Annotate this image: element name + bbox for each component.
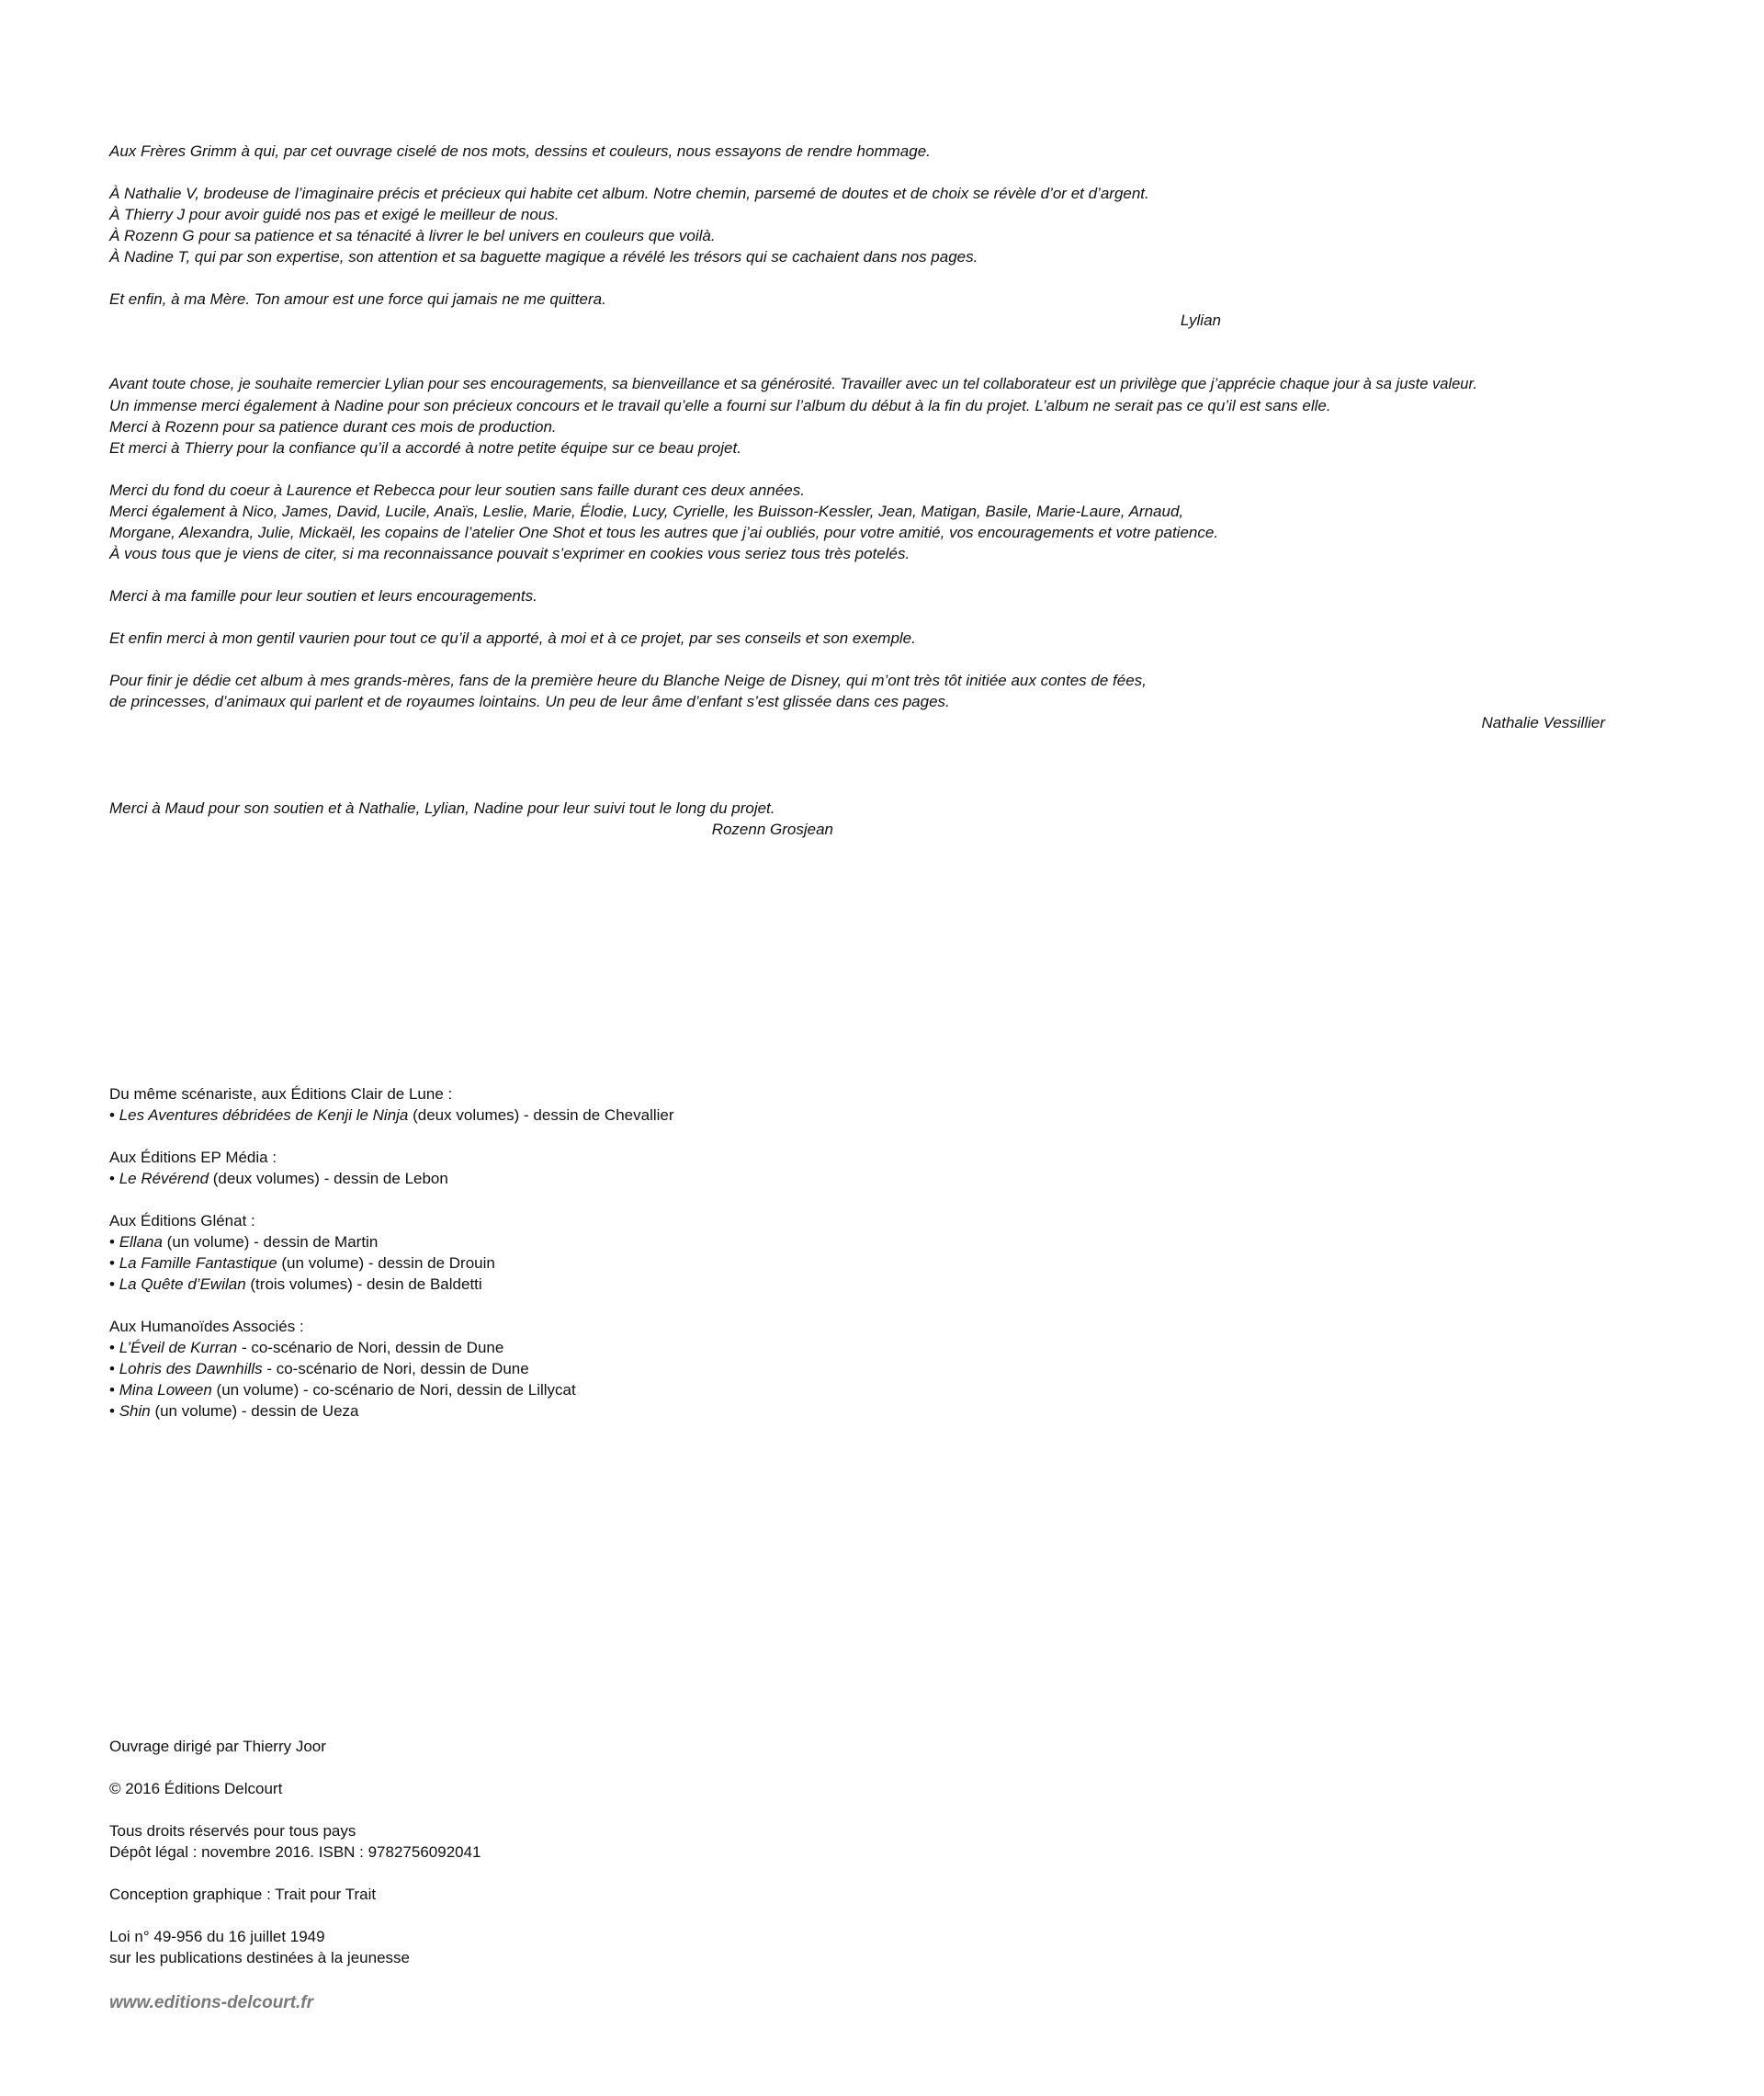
dedication-line: Merci également à Nico, James, David, Lucile, Anaïs, Leslie, Marie, Élodie, Lucy, Cyrielle, les Buisson-Kessler, Jean, Matigan, Basile, Marie-Laure, Arnaud, bbox=[109, 503, 1184, 520]
book-title: Le Révérend bbox=[119, 1170, 209, 1187]
dedication-line: À Thierry J pour avoir guidé nos pas et exigé le meilleur de nous. bbox=[109, 206, 560, 223]
dedication-line: Et enfin merci à mon gentil vaurien pour tout ce qu’il a apporté, à moi et à ce projet, par ses conseils et son exemple. bbox=[109, 629, 916, 647]
dedication-line: Merci à ma famille pour leur soutien et leurs encouragements. bbox=[109, 587, 537, 605]
bibliography-heading: Aux Éditions EP Média : bbox=[109, 1149, 277, 1166]
legal-deposit: Dépôt légal : novembre 2016. ISBN : 9782756092041 bbox=[109, 1843, 481, 1861]
bibliography-item: • Le Révérend (deux volumes) - dessin de Lebon bbox=[109, 1170, 448, 1187]
book-title: La Famille Fantastique bbox=[119, 1254, 277, 1272]
book-title: Les Aventures débridées de Kenji le Ninja bbox=[119, 1106, 409, 1124]
dedication-line: Pour finir je dédie cet album à mes grands-mères, fans de la première heure du Blanche Neige de Disney, qui m’ont très tôt initiée aux contes de fées, bbox=[109, 672, 1147, 689]
bibliography-item: • Les Aventures débridées de Kenji le Ninja (deux volumes) - dessin de Chevallier bbox=[109, 1106, 674, 1124]
director-credit: Ouvrage dirigé par Thierry Joor bbox=[109, 1738, 326, 1755]
law-reference: Loi n° 49-956 du 16 juillet 1949 bbox=[109, 1928, 325, 1945]
book-title: Shin bbox=[119, 1402, 151, 1420]
dedication-line: Un immense merci également à Nadine pour son précieux concours et le travail qu’elle a fourni sur l’album du début à la fin du projet. L’album ne serait pas ce qu’il est sans elle. bbox=[109, 397, 1331, 414]
signature-lylian: Lylian bbox=[1180, 312, 1221, 329]
bibliography-heading: Du même scénariste, aux Éditions Clair de Lune : bbox=[109, 1085, 453, 1103]
book-title: Lohris des Dawnhills bbox=[119, 1360, 263, 1377]
dedication-line: À vous tous que je viens de citer, si ma reconnaissance pouvait s’exprimer en cookies vous seriez tous très potelés. bbox=[109, 545, 910, 562]
dedication-line: Morgane, Alexandra, Julie, Mickaël, les copains de l’atelier One Shot et tous les autres que j’ai oubliés, pour votre amitié, vos encouragements et votre patience. bbox=[109, 524, 1219, 541]
bibliography-item: • Lohris des Dawnhills - co-scénario de Nori, dessin de Dune bbox=[109, 1360, 529, 1377]
copyright: © 2016 Éditions Delcourt bbox=[109, 1780, 283, 1797]
bibliography-item: • Ellana (un volume) - dessin de Martin bbox=[109, 1233, 379, 1251]
dedication-line: Avant toute chose, je souhaite remercier Lylian pour ses encouragements, sa bienveillance et sa générosité. Travailler avec un tel collaborateur est un privilège que j’apprécie chaque jour à sa juste valeur. bbox=[109, 376, 1477, 392]
signature-nathalie: Nathalie Vessillier bbox=[1481, 714, 1605, 731]
dedication-line: Et enfin, à ma Mère. Ton amour est une force qui jamais ne me quittera. bbox=[109, 290, 606, 308]
dedication-line: de princesses, d’animaux qui parlent et de royaumes lointains. Un peu de leur âme d’enfant s’est glissée dans ces pages. bbox=[109, 693, 950, 710]
book-title: La Quête d’Ewilan bbox=[119, 1275, 246, 1293]
bibliography-heading: Aux Humanoïdes Associés : bbox=[109, 1318, 304, 1335]
dedication-line: Et merci à Thierry pour la confiance qu’il a accordé à notre petite équipe sur ce beau projet. bbox=[109, 439, 741, 457]
rights-notice: Tous droits réservés pour tous pays bbox=[109, 1822, 356, 1840]
bibliography-item: • La Famille Fantastique (un volume) - dessin de Drouin bbox=[109, 1254, 495, 1272]
bibliography-item: • La Quête d’Ewilan (trois volumes) - desin de Baldetti bbox=[109, 1275, 482, 1293]
bibliography-item: • Shin (un volume) - dessin de Ueza bbox=[109, 1402, 359, 1420]
dedication-line: À Nathalie V, brodeuse de l’imaginaire précis et précieux qui habite cet album. Notre chemin, parsemé de doutes et de choix se révèle d’or et d’argent. bbox=[109, 185, 1149, 202]
bibliography-item: • L’Éveil de Kurran - co-scénario de Nori, dessin de Dune bbox=[109, 1339, 504, 1356]
dedication-line: À Nadine T, qui par son expertise, son attention et sa baguette magique a révélé les trésors qui se cachaient dans nos pages. bbox=[109, 248, 978, 266]
bibliography-heading: Aux Éditions Glénat : bbox=[109, 1212, 255, 1229]
book-title: L’Éveil de Kurran bbox=[119, 1339, 238, 1356]
dedication-line: À Rozenn G pour sa patience et sa ténacité à livrer le bel univers en couleurs que voilà. bbox=[109, 227, 716, 244]
dedication-line: Merci à Maud pour son soutien et à Nathalie, Lylian, Nadine pour leur suivi tout le long du projet. bbox=[109, 799, 775, 817]
book-title: Mina Loween bbox=[119, 1381, 212, 1399]
dedication-line: Aux Frères Grimm à qui, par cet ouvrage ciselé de nos mots, dessins et couleurs, nous essayons de rendre hommage. bbox=[109, 142, 931, 160]
dedication-line: Merci du fond du coeur à Laurence et Rebecca pour leur soutien sans faille durant ces deux années. bbox=[109, 482, 805, 499]
bibliography-item: • Mina Loween (un volume) - co-scénario de Nori, dessin de Lillycat bbox=[109, 1381, 576, 1399]
book-title: Ellana bbox=[119, 1233, 163, 1251]
signature-rozenn: Rozenn Grosjean bbox=[711, 821, 833, 838]
dedication-line: Merci à Rozenn pour sa patience durant ces mois de production. bbox=[109, 418, 557, 436]
publisher-website-link[interactable]: www.editions-delcourt.fr bbox=[109, 1993, 314, 2012]
graphic-design-credit: Conception graphique : Trait pour Trait bbox=[109, 1886, 377, 1903]
law-reference: sur les publications destinées à la jeunesse bbox=[109, 1949, 410, 1966]
